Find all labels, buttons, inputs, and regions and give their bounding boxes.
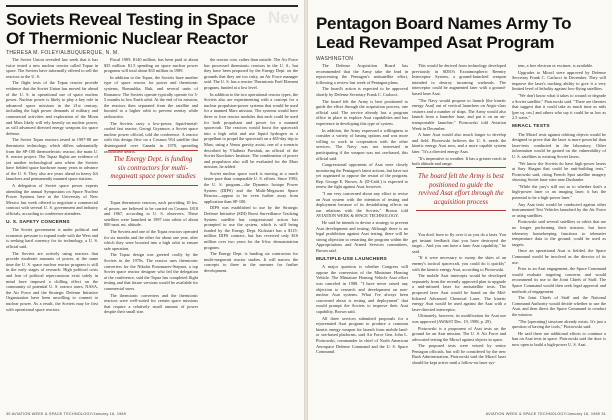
paragraph: Fiscal 1989, $140 million, has been paid to about $35 million. $1.5 spending on space nuclear power programs will total about $35 million in 1989. bbox=[104, 57, 198, 74]
paragraph: Any Asat tests would be conducted against other instrumented Test Vehicles launched by the Air Force or using satellites. bbox=[512, 201, 606, 218]
paragraph: The board's action is expected to be approved shortly by Defense Secretary Frank C. Carlucci. bbox=[316, 86, 408, 97]
paragraph: Upgrades to Miracl were approved by Defense Secretary Frank C. Carlucci in December. They will improve the laser's tracking ability to give it a very limited level of lethality against low-flying satellites. bbox=[512, 69, 606, 92]
paragraph: Prior to an Asat engagement, the Space Command would evaluate targeting concerns and would recommend its use to the Joint Chiefs of Staff. The Space Command would then seek legal approval and methods of engagement. bbox=[512, 266, 606, 294]
right-dateline: WASHINGTON bbox=[316, 56, 354, 62]
paragraph: "I am very concerned about any effort to revise an Asat system with the intention of testing and deployment because of its destabilizing effects on our relations with the Soviets," Brown told AVIATION WEEK & SPACE TECHNOLOGY. bbox=[316, 191, 408, 219]
paragraph: The Topaz design was greeted coolly by the Soviets in the 1970s. The reactor uses thermionic converters for the Nikolai Ponomarev-Stepnoi, a top Soviet space reactor designer who led the delegation at the conference, said the Topaz has completed flight testing and that future versions would be available for commercial users. bbox=[104, 252, 198, 291]
paragraph: Piotrowski is a proponent of Asat tests on the ground for an Asat mission. The U. S. Air Force and advocated testing the Miracl against objects in space. bbox=[412, 325, 506, 342]
left-folio: 30 AVIATION WEEK & SPACE TECHNOLOGY/January 16, 1989 bbox=[6, 412, 127, 416]
ghost-text: Nev bbox=[268, 8, 300, 27]
paragraph: The Soviets are actively using reactors that provide moderate amounts of power, at the same time the U. S. space nuclear reactor program is still in the early stages of research. High political costs and fear of political repercussions exist safely in mind have imposed a chilling effect on the community of potential U. S. reactor users, NASA, the Air Force and the Strategic Defense Initiative Organization have been unwilling to commit to nuclear power. As a result, the Soviets may be first with operational space reactors. bbox=[6, 250, 98, 312]
paragraph: "If it were necessary to sweep the skies of an enemy's tactical spacecraft, you could do it quickly" with the kinetic energy Asat, according to Piotrowski. bbox=[412, 255, 506, 272]
paragraph: Topaz thermionic reactors, each providing 10 kw. of power, are believed to be carried on Cosmos 1818 and 1867, according to U. S. observers. These satellites were launched in 1987 into orbits of about 800 naut. mi. altitude. bbox=[104, 200, 198, 228]
paragraph: A major question is whether Congress will oppose the conversion of the Miniature Homing Vehicle. The Miniature Homing Vehicle Asat effort was canceled in 1988. "I have never raised any objection to research and development on non-nuclear Asat systems. What I've always been concerned about is testing and deployment" that would prompt the Soviets to improve their Asat capability, Brown said. bbox=[316, 264, 408, 314]
paragraph: tem, a free electron or excimer, is available. bbox=[518, 63, 594, 68]
paragraph: A laser Asat would also much longer to develop and field. Piotrowski believes the U. S. needs the kinetic energy Asat now, and a more capable system later. "It's a directed energy Asat. bbox=[412, 132, 506, 154]
paragraph: "It's imperative to weather. It has a greater reach in both altitude and range. bbox=[412, 155, 506, 167]
paragraph: The thermionic converters and the thermionic reactors were well-suited for certain space missions that require a relatively small amount of power despite their small size. bbox=[104, 292, 198, 315]
paragraph: The Defense Acquisition Board has recommended that the Army take the lead in reprocessing the Pentagon's antisatellite effort, following a review last week of Pentagon plans. bbox=[316, 63, 408, 85]
paragraph: You don't have to fly over it as you do a laser. You get instant feedback that you have destroyed the target... And you can have a laser Asat capability," he said. bbox=[412, 232, 506, 254]
right-column-2-bottom bbox=[412, 232, 506, 412]
paragraph: The Soviet Topaz reactors tested in 1987-88 are thermionic technology, which differs substantially from the SP-100 thermoelectric reactor, the main U. S. reactor project. The Topaz flights are evidence of yet another technological area where the Soviets have fielded space hardware many years in advance of the U. S. They also are years ahead in heavy lift launchers and permanently manned space stations. bbox=[6, 137, 98, 182]
paragraph: Piotrowski said several satellites or orbits that are no longer performing their mission, but have telemetry housekeeping functions to telemeter temperature data to the ground, could be used as targets. bbox=[512, 219, 606, 247]
left-column-2-bottom bbox=[104, 200, 198, 412]
left-column-2-top bbox=[104, 57, 198, 154]
paragraph: "We know the Soviets do have high-power lasers at Sary Shagan that could be anti-building tests," Piotrowski said, citing French Spot satellite imagery showing Soviet laser sites near Dushanbe. bbox=[512, 160, 606, 183]
paragraph: All three services submitted proposals for a rejuvenated Asat program to produce a common kinetic energy weapon for launch from mobile land- or sea-based platforms, said Air Force Gen. John L. Piotrowski, commander in chief of North American Aerospace Defense Command and the U. S. Space Command. bbox=[316, 315, 408, 355]
paragraph: The Miracl tests against orbiting objects would be designed to prove that the laser is more powerful than laser-tests conducted in the laboratory. Other information would be gained on the vulnerability of U. S. satellites to existing Soviet lasers. bbox=[512, 131, 606, 159]
paragraph: "The [operating] structure already exists. It's just a question of having the tools," Piotrowski said. bbox=[512, 318, 606, 330]
paragraph: Soviet nuclear space work is moving at a much faster pace than comparable U. S. efforts. Since 1983, the U. S. program—the Dynamic Isotope Power System (DIPS) and the Multi-Megawatt Space Reactor—appear to be even further away from application than SP-100. bbox=[204, 170, 298, 204]
paragraph: "We don't know what it takes to wound or degrade a Soviet satellite," Piotrowski said. "There are theories that suggest that it could take as much time as mils [per sq. cm.] and others who say it could be as low as 2.5 watts." bbox=[512, 92, 606, 121]
paragraph: Ultimately, however, its modification for Asat use was approved (AW&ST Dec. 19, 1988, p. 29). bbox=[412, 313, 506, 324]
paragraph: The Soviets and one of the Topaz reactors operated for six months and the other for about one year, after which they were boosted into a high orbit to ensure safe operation. bbox=[104, 228, 198, 251]
paragraph: The proposed tests were vetoed by senior Pentagon officials, but will be considered by the new Bush Administration, Piotrowski said the Miracl laser should be kept active until a follow-on laser sys- bbox=[412, 343, 506, 366]
right-folio: AVIATION WEEK & SPACE TECHNOLOGY/January 16, 1989 31 bbox=[485, 412, 606, 416]
paragraph: DIPS was established to use by the Strategic Defense Initiative (SDI) Boost Surveillance Tracking System satellite but congressional action has prompted to use the system, which is still being funded by the Energy Dept. Kickstart has a $115-million DIPS contract, but has received only $16 million over two years for the 6-kw. demonstration program. bbox=[204, 205, 298, 250]
right-column-2-top bbox=[412, 63, 506, 167]
paragraph: The mobile Asat intercepts would be developed separately from the recently approved plan to upgrade a mid-infrared laser for antisatellite tests. The proposed laser Asat would be based on the Mid-Infrared Advanced Chemical Laser. The kinetic energy Asat would be used against the Asat with a laser-directed interceptor. bbox=[412, 273, 506, 312]
paragraph: In addition to the Topaz, the Soviets have another type of space reactor for power and thermionic systems, Romashka, Buk, and several units of Romanov. The Soviets operate typically operate for 3-5 months in low Earth orbit. At the end of its mission, the reactors then separated from the satellite and boosted to a higher orbit to prevent reentry while radioactive. bbox=[104, 74, 198, 119]
paragraph: Congressional opponents of Asat were closely monitoring the Pentagon's latest actions, but have not yet organized to oppose the restart of the program. Rep. George E. Brown, Jr. (D-Calif.) is expected to renew the fight against Asat, however. bbox=[316, 162, 408, 190]
paragraph: Once an operational Asat is fielded, the Space Command would be involved as the director of its use. bbox=[512, 248, 606, 265]
paragraph: The Energy Dept. is funding six contractors for multi-megawatt reactor studies. It will narrow the concepts to three in the summer for further development. bbox=[204, 251, 298, 273]
left-page bbox=[0, 0, 304, 420]
paragraph: "While the jury's still out as to whether that's a high-power laser or an imaging laser, it has the potential to be a high-power laser." bbox=[512, 183, 606, 201]
left-byline: THERESA M. FOLEY/ALBUQUERQUE, N. M. bbox=[6, 50, 120, 56]
left-column-3 bbox=[204, 57, 298, 412]
right-pull-quote: The board felt the Army is best positioned to guide the revived Asat effort through the acquisition process bbox=[416, 167, 506, 211]
right-column-1 bbox=[316, 63, 408, 412]
paragraph: The board felt the Army is best positioned to guide the effort through the acquisition process, one official said. The service already has a program office in place to explore Asat capabilities and has experience in developing this type of system. bbox=[316, 98, 408, 126]
subhead: MULTIPLE-USE LAUNCHERS bbox=[316, 256, 387, 262]
paragraph: This would be derived from technology developed previously in SDIO's Exoatmospheric Reentry Interceptor System, a ground-launched weapon intended to destroy incoming warheads. The interceptor could be augmented later with a ground-based laser Asat. bbox=[412, 63, 506, 96]
paragraph: In addition, the Army expressed a willingness to consider a variety of basing options and was more willing to work in cooperation with the other services. The Navy was not interested in participating if the weapon was not sea-based, this official said. bbox=[316, 127, 408, 161]
left-pull-quote: The Energy Dept. is funding six contractors for multi-megawatt space power studies bbox=[108, 150, 198, 186]
paragraph: The flight tests of the Topaz reactor provide evidence that the Soviet Union has moved far ahead of the U. S. in operational use of space nuclear power. Nuclear power is likely to play a key role in advanced space missions in the 21st century, including the high power demands of military and commercial activities and exploration of the Moon and Mars likely will rely heavily on nuclear power, as will advanced directed energy weapons for space defense. bbox=[6, 80, 98, 136]
left-column-1 bbox=[6, 57, 98, 412]
paragraph: "The Navy would propose to launch [the kinetic energy Asat] out of vertical launchers on Aegis-class cruisers and a number of ships. The Army would also launch from a launcher base, and put it on an air-transportable launcher," Piotrowski told Aviation Week in December. bbox=[412, 97, 506, 131]
paragraph: The Soviets carry a low-power, liquid-metal-cooled fast reactor, Georgi Gryaznov, a Soviet space nuclear power official, told the conference. A reactor with this design flew on a Cosmos 954 satellite that disintegrated over Canada in 1978, spreading radioactive debris. bbox=[104, 120, 198, 154]
paragraph: In addition to the two operational reactor types, the Soviets also are experimenting with a concept for a nuclear propulsion-power systems that would be used for a manned Mars mission. The systems would have three or four reactor modules that each could be used for both propulsion and power for a manned spacecraft. The reactors would boost the spacecraft into a high orbit and use liquid hydrogen as a propellant to propel the spacecraft on a 465-day trip to Mars, using a Venus gravity assist, one of a scenario described by Vladimir Pavshuk, an official of the Soviet Kurchatov Institute. The combination of power and propulsion also will be evaluated for the Mars mission, he added. bbox=[204, 91, 298, 170]
paragraph: The Soviet Union revealed last week that it has twice tested a new nuclear reactor called Topaz in space. The Soviets have informally offered to sell the reactors to the U. S. bbox=[6, 57, 98, 79]
subhead: MIRACL TESTS bbox=[512, 123, 550, 129]
subhead: U. S. SAFETY CONCERNS bbox=[6, 219, 70, 225]
right-headline: Pentagon Board Names Army To Lead Revamped Asat Program bbox=[316, 14, 572, 52]
top-rule bbox=[6, 5, 298, 7]
right-column-3 bbox=[512, 63, 606, 412]
right-page bbox=[308, 0, 612, 420]
paragraph: He said there are additional efforts to continue a ban on Asat tests in space. Piotrowski said the door is now open to build a high-power U. S. Asat. bbox=[512, 330, 606, 347]
paragraph: The Soviet government is under political and economic pressure to expand trade with the West and is seeking hard currency for its technology, a U. S. official said. bbox=[6, 227, 98, 249]
paragraph: A delegation of Soviet space power experts attending the annual Symposium on Space Nuclear Power Systems here at the University of New Mexico last week offered to negotiate a commercial contract with several U. S. government and industry officials, according to conference attendees. bbox=[6, 183, 98, 217]
paragraph: He said he intends to devise a strategy to prevent Asat development and testing. Although there is no legal prohibition against Asat testing, there will be strong objection to restarting the program within the Appropriations and Armed Services committees, Brown said. bbox=[316, 220, 408, 253]
paragraph: The Joint Chiefs of Staff and the National Command Authority would decide whether to use the Asat, and then direct the Space Command to conduct the mission. bbox=[512, 295, 606, 317]
left-headline: Soviets Reveal Testing in Space Of Thermionic Nuclear Reactor bbox=[6, 10, 256, 48]
paragraph: the reactor core, rather than outside. The Air Force has processed thermionic reactors in the U. S., but they have been proposed by the Energy Dept. on the grounds that they are too risky, an Air Force manager said. The U. S. has a reactor Thermionic Fuel Element program, funded at a low level. bbox=[204, 57, 298, 90]
